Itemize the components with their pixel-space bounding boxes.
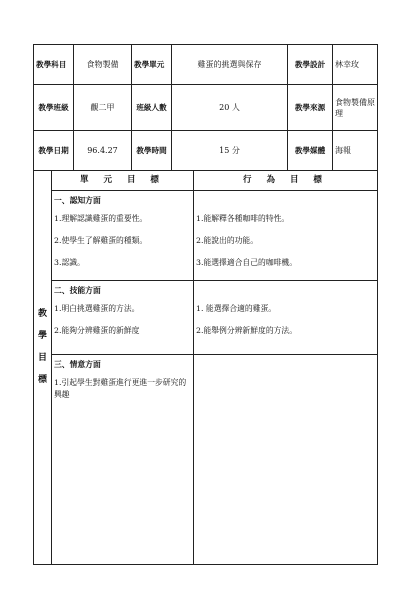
designer-value: 林幸玫 xyxy=(333,45,378,85)
affective-title: 三、情意方面 xyxy=(54,360,101,369)
skills-unit-item-2: 2.能夠分辨雞蛋的新鮮度 xyxy=(54,326,140,335)
lesson-info-table xyxy=(33,44,378,171)
cognitive-unit-cell xyxy=(52,191,194,281)
cognitive-unit-item-2: 2.使學生了解雞蛋的種類。 xyxy=(54,236,148,245)
behavior-objectives-header: 行 為 目 標 xyxy=(194,171,378,191)
cognitive-behavior-item-3: 3.能選擇適合自己的咖啡機。 xyxy=(196,258,298,267)
source-value: 食物製備原理 xyxy=(333,85,378,131)
section-affective xyxy=(34,355,378,565)
section-skills xyxy=(34,281,378,355)
affective-behavior-cell xyxy=(194,355,378,565)
skills-unit-cell xyxy=(52,281,194,355)
skills-behavior-item-1: 1. 能選擇合適的雞蛋。 xyxy=(196,304,277,313)
subject-value: 食物製備 xyxy=(74,45,132,85)
cognitive-unit-item-3: 3.認識。 xyxy=(54,258,85,267)
time-label: 教學時間 xyxy=(132,131,172,171)
subject-label: 教學科目 xyxy=(34,45,74,85)
designer-label: 教學設計 xyxy=(288,45,333,85)
count-value: 20 人 xyxy=(172,85,288,131)
info-row-date xyxy=(34,131,378,171)
lesson-label: 教學單元 xyxy=(132,45,172,85)
section-cognitive xyxy=(34,191,378,281)
cognitive-unit-item-1: 1.理解認識雞蛋的重要性。 xyxy=(54,214,148,223)
count-label: 班級人數 xyxy=(132,85,172,131)
cognitive-behavior-item-1: 1.能解釋各種咖啡的特性。 xyxy=(196,214,290,223)
side-char-3: 目 xyxy=(37,352,47,363)
date-label: 教學日期 xyxy=(34,131,74,171)
unit-objectives-header: 單 元 目 標 xyxy=(52,171,194,191)
objectives-header-row xyxy=(34,171,378,191)
skills-title: 二、技能方面 xyxy=(54,286,101,295)
class-value: 觀二甲 xyxy=(74,85,132,131)
source-label: 教學來源 xyxy=(288,85,333,131)
cognitive-title: 一、認知方面 xyxy=(54,196,101,205)
lesson-value: 雞蛋的挑選與保存 xyxy=(172,45,288,85)
objectives-table xyxy=(33,170,378,565)
skills-behavior-cell xyxy=(194,281,378,355)
side-char-4: 標 xyxy=(37,374,47,385)
skills-unit-item-1: 1.明白挑選雞蛋的方法。 xyxy=(54,304,140,313)
cognitive-behavior-cell xyxy=(194,191,378,281)
objectives-side-label xyxy=(34,171,52,565)
class-label: 教學班級 xyxy=(34,85,74,131)
skills-behavior-item-2: 2.能舉例分辨新鮮度的方法。 xyxy=(196,326,298,335)
info-row-class xyxy=(34,85,378,131)
affective-unit-item-1: 1.引起學生對雞蛋進行更進一步研究的興趣 xyxy=(54,378,187,399)
date-value: 96.4.27 xyxy=(74,131,132,171)
affective-unit-cell xyxy=(52,355,194,565)
side-char-1: 教 xyxy=(37,308,47,319)
info-row-subject xyxy=(34,45,378,85)
cognitive-behavior-item-2: 2.能說出的功能。 xyxy=(196,236,259,245)
media-label: 教學媒體 xyxy=(288,131,333,171)
side-char-2: 學 xyxy=(37,330,47,341)
media-value: 海報 xyxy=(333,131,378,171)
time-value: 15 分 xyxy=(172,131,288,171)
